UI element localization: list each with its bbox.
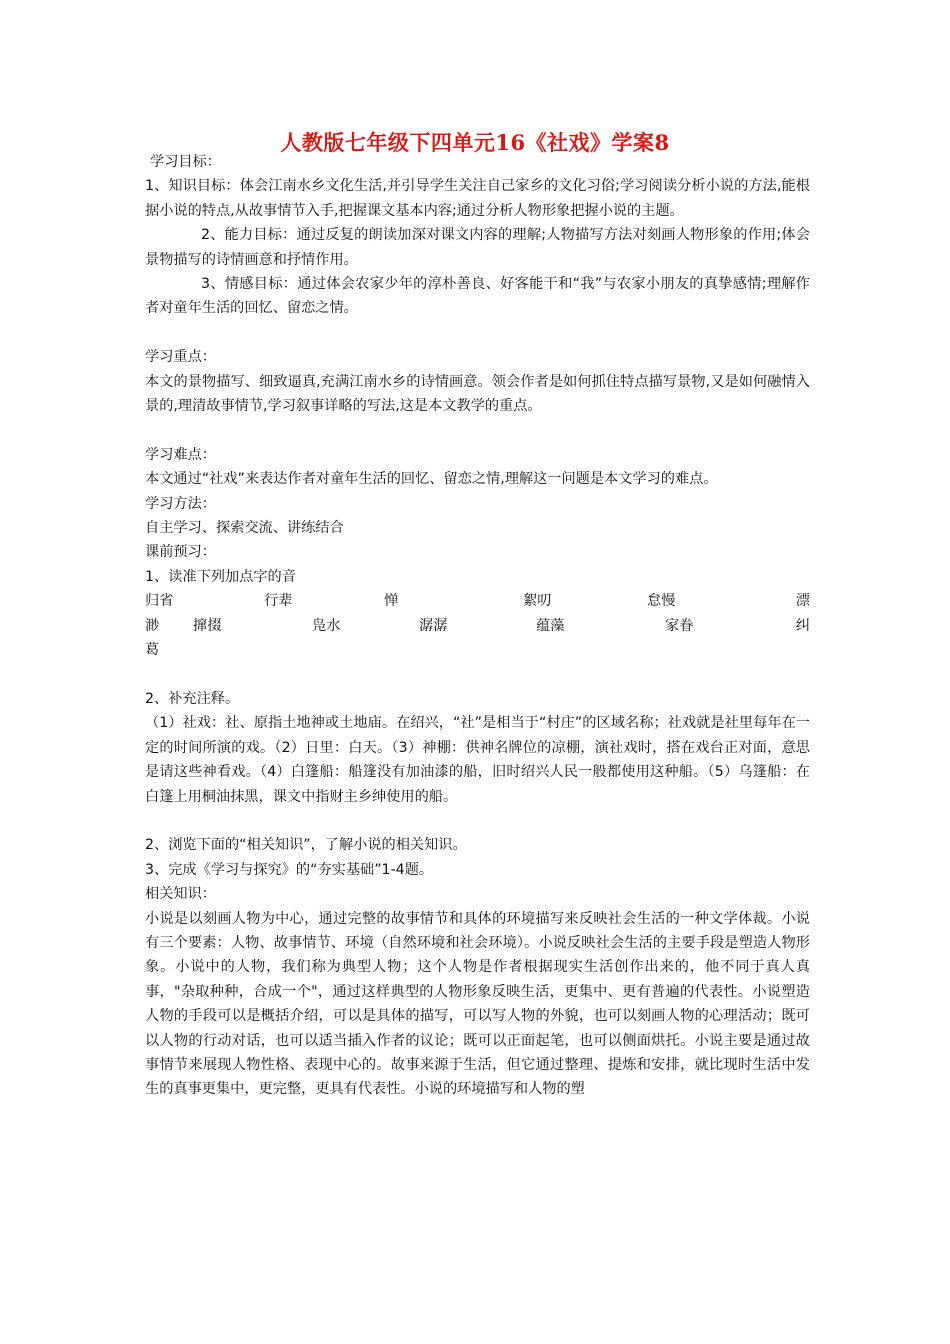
document-title: 人教版七年级下四单元16《社戏》学案8: [280, 130, 670, 155]
focus-heading: 学习重点：: [145, 349, 216, 366]
pronunciation-words-row-3: 葛: [145, 642, 160, 659]
word: 撺掇: [193, 617, 222, 634]
preview-item-2: 2、补充注释。: [145, 690, 240, 707]
goal-knowledge: 1、知识目标：体会江南水乡文化生活,并引导学生关注自己家乡的文化习俗;学习阅读分析小说的方法,能根据小说的特点,从故事情节入手,把握课文基本内容;通过分析人物形象把握小说的主题。: [145, 178, 810, 219]
goal-emotion: 3、情感目标：通过体会农家少年的淳朴善良、好客能干和“我”与农家小朋友的真挚感情;理解作者对童年生活的回忆、留恋之情。: [145, 276, 810, 317]
word: 纠: [795, 617, 810, 634]
method-heading: 学习方法：: [145, 495, 216, 512]
word: 怠慢: [647, 593, 676, 610]
word: 渺: [145, 617, 160, 634]
preview-heading: 课前预习：: [145, 544, 216, 561]
goal-ability: 2、能力目标：通过反复的朗读加深对课文内容的理解;人物描写方法对刻画人物形象的作用;体会景物描写的诗情画意和抒情作用。: [145, 227, 810, 268]
preview-item-3: 3、完成《学习与探究》的“夯实基础”1-4题。: [145, 861, 434, 878]
difficulty-heading: 学习难点：: [145, 446, 216, 463]
method-text: 自主学习、探索交流、讲练结合: [145, 520, 344, 537]
word: 絮叨: [523, 593, 552, 610]
pronunciation-words-row-1: [145, 589, 810, 613]
word: 行辈: [264, 593, 293, 610]
word: 归省: [145, 593, 174, 610]
focus-text: 本文的景物描写、细致逼真,充满江南水乡的诗情画意。领会作者是如何抓住特点描写景物,又是如何融情入景的,理清故事情节,学习叙事详略的写法,这是本文教学的重点。: [145, 373, 810, 415]
word: 蕴藻: [536, 617, 565, 634]
word: 漂: [795, 593, 810, 610]
document-body: [145, 150, 810, 1102]
word: 潺潺: [419, 617, 448, 634]
difficulty-text: 本文通过“社戏”来表达作者对童年生活的回忆、留恋之情,理解这一问题是本文学习的难点。: [145, 471, 718, 488]
word: 凫水: [312, 617, 341, 634]
annotation-notes: （1）社戏：社、原指土地神或土地庙。在绍兴，“社”是相当于“村庄”的区域名称；社戏就是社里每年在一定的时间所演的戏。（2）日里：白天。（3）神棚：供神名牌位的凉棚，演社戏时，搭在戏台正对面，意思是请这些神看戏。（4）白篷船：船篷没有加油漆的船，旧时绍兴人民一般都使用这种船。（5）乌篷船：在白篷上用桐油抹黑，课文中指财主乡绅使用的船。: [145, 715, 810, 805]
word: 惮: [384, 593, 399, 610]
preview-item-1: 1、读准下列加点字的音: [145, 568, 296, 585]
word: 家眷: [665, 617, 694, 634]
goals-heading: 学习目标：: [150, 154, 221, 170]
knowledge-heading: 相关知识：: [145, 886, 216, 903]
preview-item-2b: 2、浏览下面的“相关知识”，了解小说的相关知识。: [145, 837, 467, 854]
pronunciation-words-row-2: [145, 614, 810, 638]
knowledge-text: 小说是以刻画人物为中心，通过完整的故事情节和具体的环境描写来反映社会生活的一种文学体裁。小说有三个要素：人物、故事情节、环境（自然环境和社会环境）。小说反映社会生活的主要手段是塑造人物形象。小说中的人物，我们称为典型人物；这个人物是作者根据现实生活创作出来的，他不同于真人真事，"杂取种种，合成一个"，通过这样典型的人物形象反映生活，更集中、更有普遍的代表性。小说塑造人物的手段可以是概括介绍，可以是具体的描写，可以写人物的外貌，也可以刻画人物的心理活动；既可以人物的行动对话，也可以适当插入作者的议论；既可以正面起笔，也可以侧面烘托。小说主要是通过故事情节来展现人物性格、表现中心的。故事来源于生活，但它通过整理、提炼和安排，就比现时生活中发生的真事更集中，更完整，更具有代表性。小说的环境描写和人物的塑: [145, 910, 810, 1098]
